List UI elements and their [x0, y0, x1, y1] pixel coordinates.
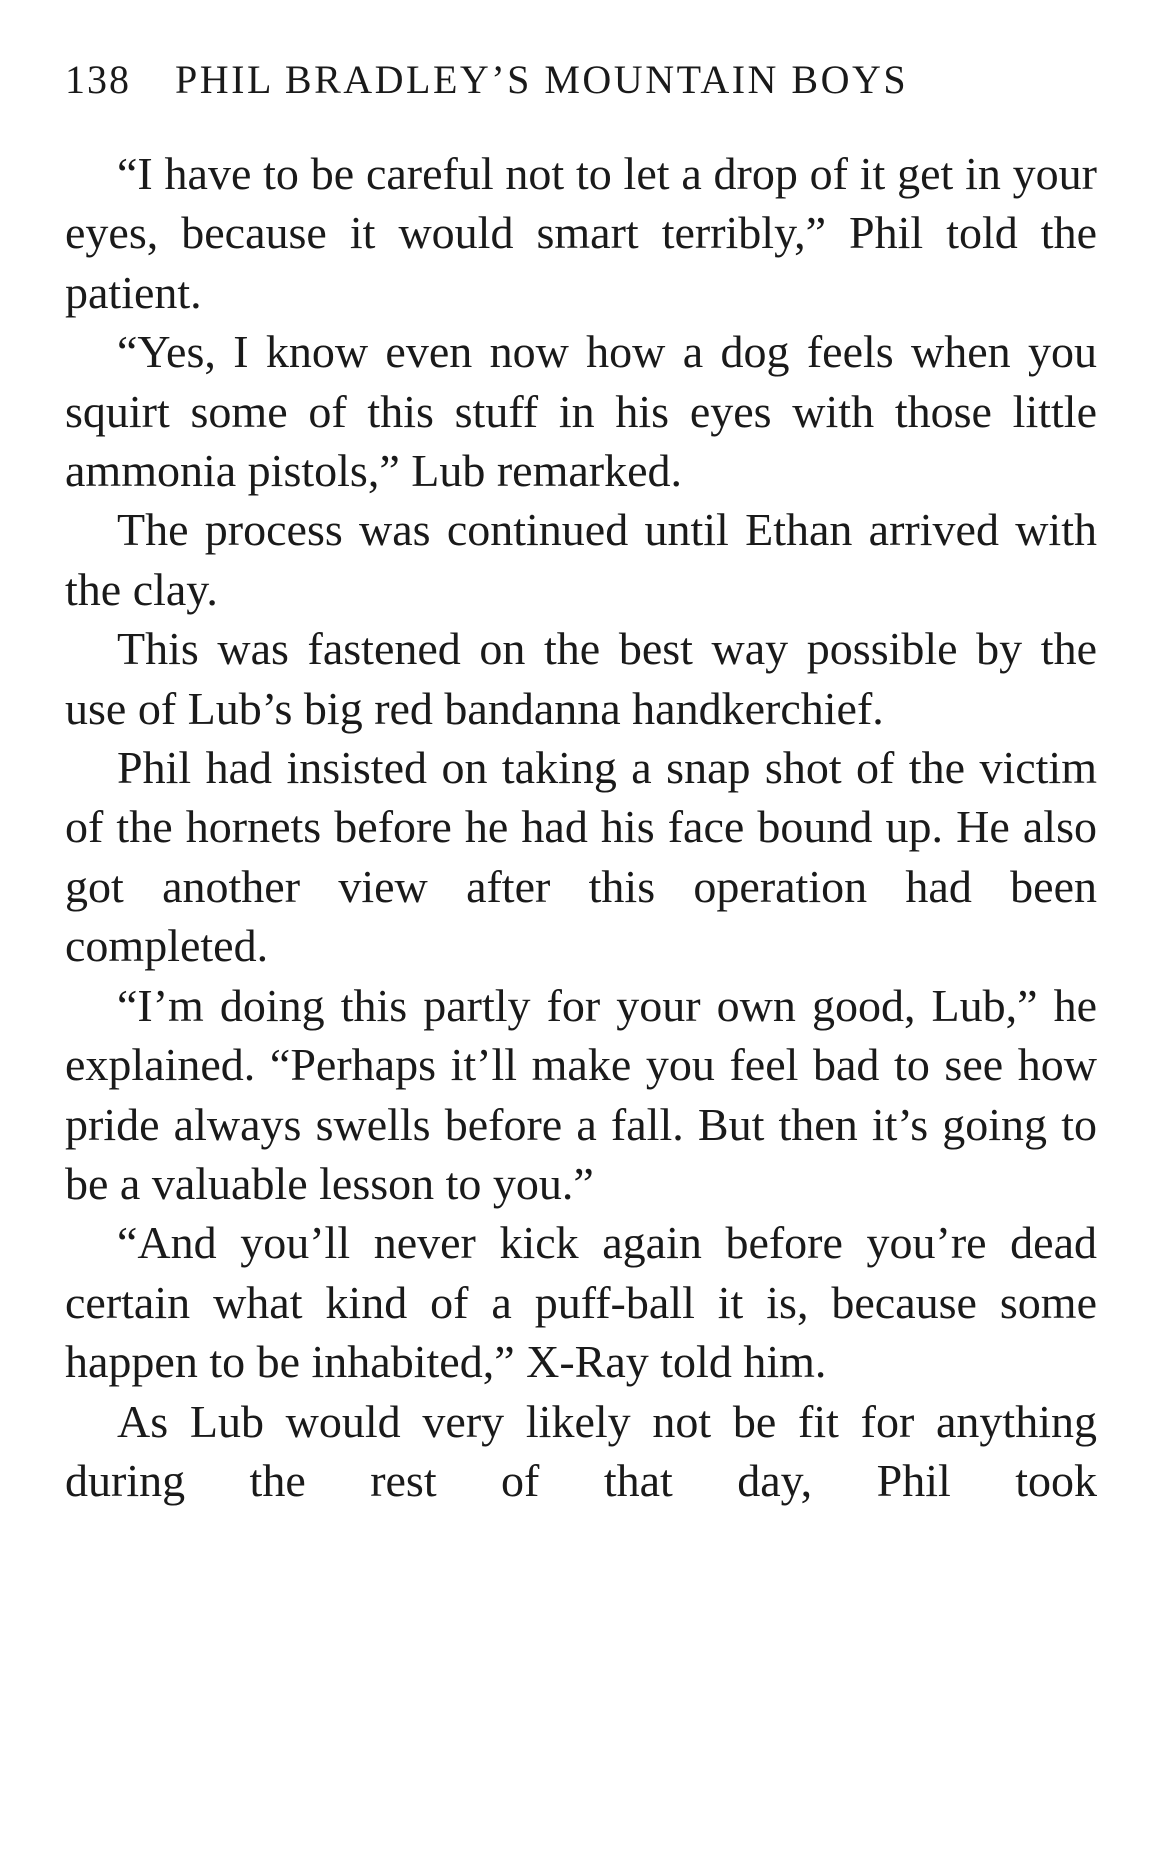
- page-number: 138: [65, 57, 131, 102]
- paragraph: The process was continued until Ethan arrived with the clay.: [65, 504, 1097, 615]
- paragraph: This was fastened on the best way possible by the use of Lub’s big red bandanna handkerchief.: [65, 623, 1097, 734]
- paragraph: “Yes, I know even now how a dog feels when you squirt some of this stuff in his eyes with those little ammonia pistols,” Lub remarked.: [65, 326, 1097, 497]
- paragraph: “And you’ll never kick again before you’re dead certain what kind of a puff-ball it is, because some happen to be inhabited,” X-Ray told him.: [65, 1217, 1097, 1388]
- running-head: [65, 50, 1097, 110]
- paragraph: Phil had insisted on taking a snap shot of the victim of the hornets before he had his face bound up. He also got another view after this operation had been completed.: [65, 742, 1097, 972]
- paragraph-last: As Lub would very likely not be fit for anything during the rest of that day, Phil took: [65, 1395, 1097, 1506]
- body-text: [65, 144, 1097, 1510]
- book-title: PHIL BRADLEY’S MOUNTAIN BOYS: [175, 57, 909, 102]
- paragraph: “I have to be careful not to let a drop of it get in your eyes, because it would smart terribly,” Phil told the patient.: [65, 148, 1097, 318]
- paragraph: “I’m doing this partly for your own good, Lub,” he explained. “Perhaps it’ll make you feel bad to see how pride always swells before a fall. But then it’s going to be a valuable lesson to you.”: [65, 979, 1097, 1209]
- book-page: [65, 50, 1097, 1510]
